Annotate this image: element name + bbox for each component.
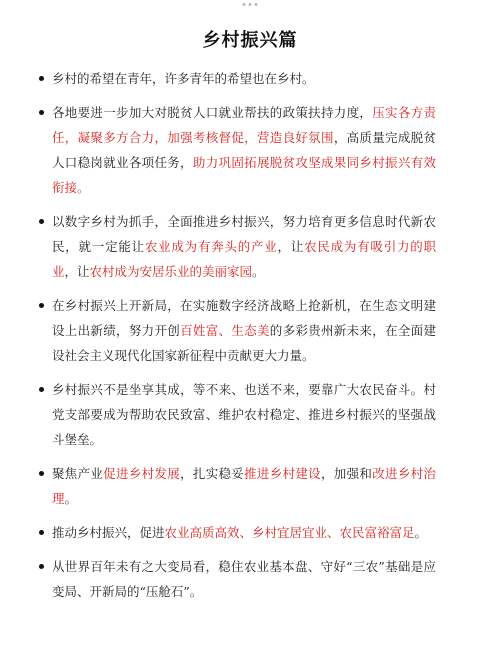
body-text: ，高质量完成脱贫人口稳岗就业各项任务， (52, 130, 436, 170)
body-text: 乡村振兴不是坐享其成，等不来、也送不来，要靠广大农民奋斗。村党支部要成为帮助农民致富、维护农村稳定、推进乡村振兴的坚强战斗堡垒。 (52, 382, 436, 447)
bullet-item (52, 554, 436, 604)
page-title: 乡村振兴篇 (202, 30, 298, 51)
highlighted-text: 农村成为安居乐业的美丽家园 (89, 264, 253, 279)
body-text: ，让 (64, 264, 90, 279)
highlighted-text: 助力巩固拓展脱贫攻坚成果同乡村振兴有效衔接。 (52, 155, 436, 195)
bullet-item (52, 520, 436, 545)
bullet-item (52, 209, 436, 284)
body-text: ，扎实稳妥 (180, 466, 245, 481)
highlighted-text: 农民成为有吸引力的职业 (52, 239, 436, 279)
highlighted-text: 农业成为有奔头的产业 (144, 239, 278, 254)
body-text: 乡村的希望在青年，许多青年的希望也在乡村。 (52, 71, 315, 86)
highlighted-text: 农业高质高效、乡村宜居宜业、农民富裕富足 (164, 525, 415, 540)
body-text: 在乡村振兴上开新局，在实施数字经济战略上抢新机，在生态文明建设上出新绩，努力开创 (52, 298, 436, 338)
body-text: 。 (252, 264, 265, 279)
body-text: ，让 (277, 239, 305, 254)
drag-handle-dot (243, 3, 246, 6)
body-text: 的多彩贵州新未来，在全面建设社会主义现代化国家新征程中贡献更大力量。 (52, 323, 436, 363)
highlighted-text: 推进乡村建设 (244, 466, 321, 481)
bullet-item (52, 461, 436, 511)
body-text: 。 (414, 525, 428, 540)
drag-handle[interactable] (243, 3, 258, 6)
highlighted-text: 改进乡村治理 (52, 466, 436, 506)
bullet-item (52, 100, 436, 200)
drag-handle-dot (255, 3, 258, 6)
bullet-item (52, 377, 436, 452)
bullet-item (52, 293, 436, 368)
highlighted-text: 百姓富、生态美 (180, 323, 270, 338)
body-text: 。 (64, 491, 78, 506)
body-text: 聚焦产业 (52, 466, 104, 481)
body-text: 推动乡村振兴，促进 (52, 525, 165, 540)
highlighted-text: 压实各方责任，凝聚多方合力，加强考核督促，营造良好氛围 (52, 105, 436, 145)
body-text: 以数字乡村为抓手，全面推进乡村振兴，努力培育更多信息时代新农民，就一定能让 (52, 214, 436, 254)
drag-handle-dot (249, 3, 252, 6)
highlighted-text: 促进乡村发展 (103, 466, 181, 481)
bullet-list (52, 66, 436, 613)
body-text: ，加强和 (320, 466, 373, 481)
body-text: 各地要进一步加大对脱贫人口就业帮扶的政策扶持力度， (52, 105, 373, 120)
bullet-item (52, 66, 436, 91)
body-text: 从世界百年未有之大变局看，稳住农业基本盘、守好“三农”基础是应变局、开新局的“压舱石”。 (52, 559, 436, 599)
